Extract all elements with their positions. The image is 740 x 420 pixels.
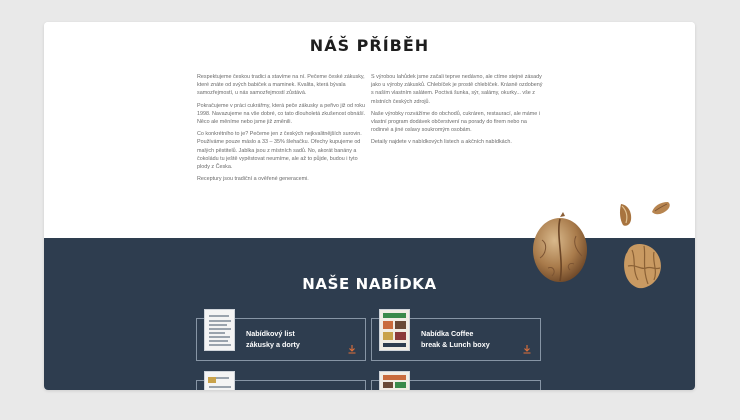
story-paragraph: Naše výrobky rozvážíme do obchodů, cukráren, restaurací, ale máme i vlastní program dodávek občerstvení na porady do firem nebo na rodinné a jiné oslavy soukromým osobám. (371, 110, 540, 134)
story-paragraph: Receptury jsou tradiční a ověřené generacemi. (197, 176, 309, 183)
story-section (44, 22, 695, 238)
story-paragraph: Pokračujeme v práci cukrářmy, která peče zákusky a peřivo již od roku 1998. Navazujeme na vše dobré, co tato dlouholetá zkušenost obnáší. Něco ale měníme nebo jsme již změnili. (197, 102, 366, 126)
story-left-column (197, 73, 369, 187)
offer-tile-4[interactable] (371, 380, 541, 390)
document-thumbnail (204, 371, 235, 390)
offer-tile-cakes[interactable] (196, 318, 366, 361)
story-paragraph: Respektujeme českou tradici a stavíme na ní. Pečeme české zákusky, které znáte od svých babiček a maminek. Kvalita, která bývala samozřejmostí, u nás samozřejmostí zůstává. (197, 74, 365, 97)
download-icon[interactable] (347, 344, 357, 354)
offer-tile-coffee-break[interactable] (371, 318, 541, 361)
story-paragraph: S výrobou lahůdek jsme začali teprve nedávno, ale ctíme stejné zásady jako u výroby zákusků. Chlebíček je prostě chlebíček. Krásně ozdobený s naším vlastním salátem. Poctivá šunka, sýr, salámy, okurky... vše z místních českých zdrojů. (371, 74, 543, 105)
story-paragraph: Detaily najdete v nabídkových listech a akčních nabídkách. (371, 139, 512, 146)
story-title: NÁŠ PŘÍBĚH (309, 36, 430, 55)
document-thumbnail (204, 309, 235, 351)
document-thumbnail (379, 309, 410, 351)
offer-title: NAŠE NABÍDKA (302, 275, 437, 293)
story-right-column (371, 73, 543, 151)
walnut-shell-fragment-image (618, 202, 634, 228)
page-card (44, 22, 695, 390)
walnut-image (530, 210, 592, 284)
offer-section (44, 238, 695, 390)
story-paragraph: Co konkrétního to je? Pečeme jen z českých nejkvalitnějších surovin. Používáme pouze máslo a 33 – 35% šlehačku. Ořechy kupujeme od malých pěstitelů. Jablka jsou z místních sadů. No, akorát banány a čokoládu tu ještě vypěstovat neumíme, ale až to půjde, budou i tyto plody z Česka. (197, 131, 362, 171)
offer-tile-label: Nabídkový list zákusky a dorty (246, 329, 300, 349)
offer-tile-3[interactable] (196, 380, 366, 390)
document-thumbnail (379, 371, 410, 390)
walnut-fragment-image (650, 200, 672, 218)
offer-tile-label: Nabídka Coffee break & Lunch boxy (421, 329, 490, 349)
download-icon[interactable] (522, 344, 532, 354)
walnut-kernel-image (618, 240, 666, 292)
